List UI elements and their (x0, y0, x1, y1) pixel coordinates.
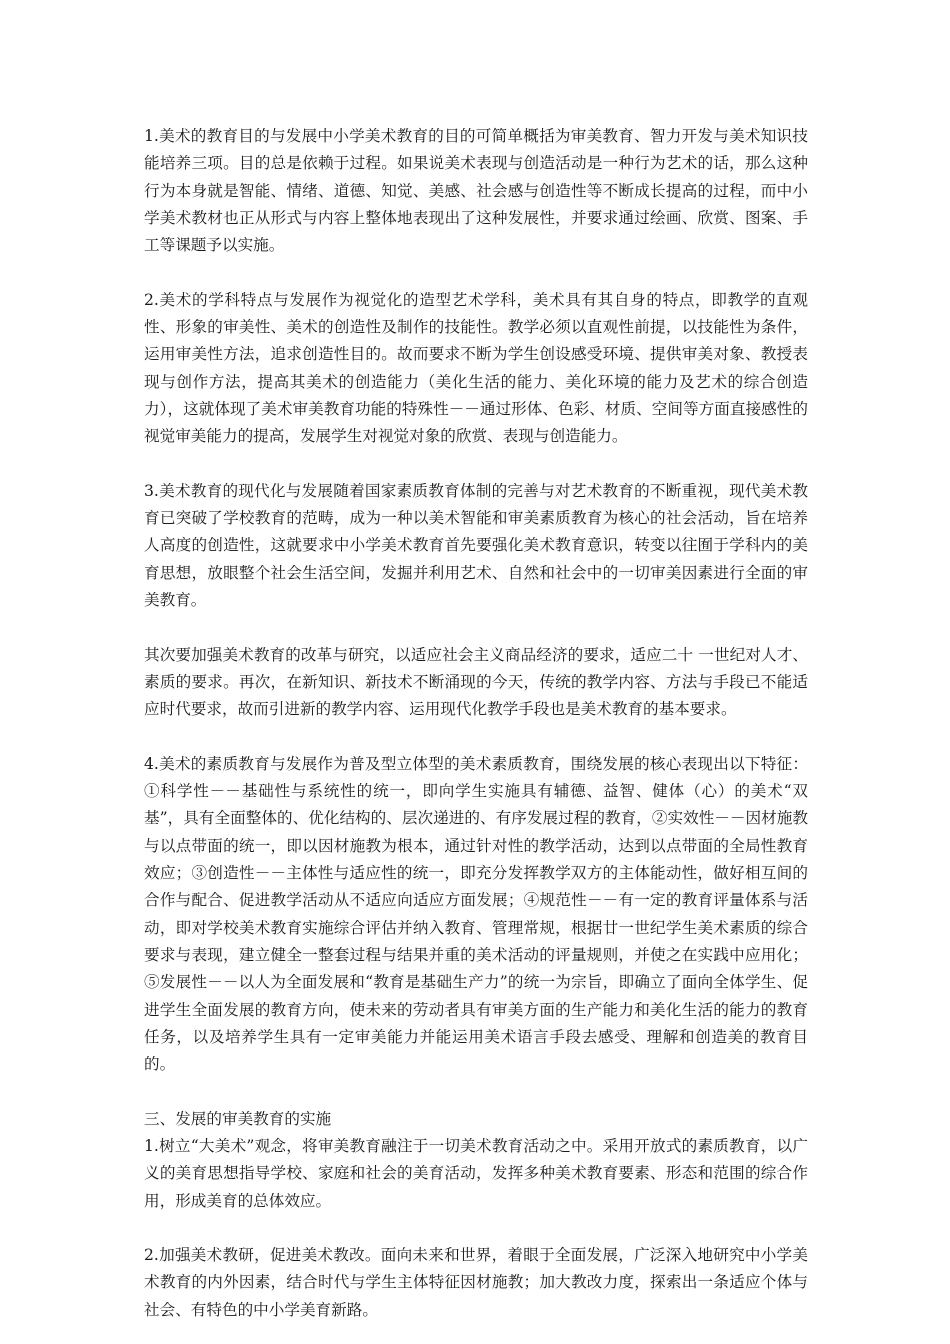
paragraph-art-education-reform: 其次要加强美术教育的改革与研究，以适应社会主义商品经济的要求，适应二十 一世纪对人才、素质的要求。再次，在新知识、新技术不断涌现的今天，传统的教学内容、方法与手段已不能适应时代要求，故而引进新的教学内容、运用现代化教学手段也是美术教育的基本要求。 (144, 645, 808, 719)
paragraph-art-education-modernization: 3.美术教育的现代化与发展随着国家素质教育体制的完善与对艺术教育的不断重视，现代美术教育已突破了学校教育的范畴，成为一种以美术智能和审美素质教育为核心的社会活动，旨在培养人高度的创造性，这就要求中小学美术教育首先要强化美术教育意识，转变以往囿于学科内的美育思想，放眼整个社会生活空间，发掘并利用艺术、自然和社会中的一切审美因素进行全面的审美教育。 (144, 481, 808, 610)
paragraph-art-subject-features: 2.美术的学科特点与发展作为视觉化的造型艺术学科，美术具有其自身的特点，即教学的直观性、形象的审美性、美术的创造性及制作的技能性。教学必须以直观性前提，以技能性为条件，运用审美性方法，追求创造性目的。故而要求不断为学生创设感受环境、提供审美对象、教授表现与创作方法，提高其美术的创造能力（美化生活的能力、美化环境的能力及艺术的综合创造力），这就体现了美术审美教育功能的特殊性－－通过形体、色彩、材质、空间等方面直接感性的视觉审美能力的提高，发展学生对视觉对象的欣赏、表现与创造能力。 (144, 290, 808, 446)
document-page (144, 123, 808, 1324)
section-heading: 三、发展的审美教育的实施 (144, 1109, 332, 1128)
paragraph-art-teaching-research: 2.加强美术教研，促进美术教改。面向未来和世界，着眼于全面发展，广泛深入地研究中小学美术教育的内外因素，结合时代与学生主体特征因材施教；加大教改力度，探索出一条适应个体与社会、有特色的中小学美育新路。 (144, 1246, 808, 1319)
paragraph-art-quality-education: 4.美术的素质教育与发展作为普及型立体型的美术素质教育，围绕发展的核心表现出以下特征：①科学性－－基础性与系统性的统一，即向学生实施具有辅德、益智、健体（心）的美术“双基”，具有全面整体的、优化结构的、层次递进的、有序发展过程的教育，②实效性－－因材施教与以点带面的统一，即以因材施教为根本，通过针对性的教学活动，达到以点带面的全局性教育效应；③创造性－－主体性与适应性的统一，即充分发挥教学双方的主体能动性，做好相互间的合作与配合、促进教学活动从不适应向适应方面发展；④规范性－－有一定的教育评量体系与活动，即对学校美术教育实施综合评估并纳入教育、管理常规，根据廿一世纪学生美术素质的综合要求与表现，建立健全一整套过程与结果并重的美术活动的评量规则，并使之在实践中应用化；⑤发展性－－以人为全面发展和“教育是基础生产力”的统一为宗旨，即确立了面向全体学生、促进学生全面发展的教育方向，使未来的劳动者具有审美方面的生产能力和美化生活的能力的教育任务，以及培养学生具有一定审美能力并能运用美术语言手段去感受、理解和创造美的教育目的。 (144, 754, 808, 1074)
paragraph-big-art-concept: 1.树立“大美术”观念，将审美教育融注于一切美术教育活动之中。采用开放式的素质教育，以广义的美育思想指导学校、家庭和社会的美育活动，发挥多种美术教育要素、形态和范围的综合作用，形成美育的总体效应。 (144, 1136, 808, 1210)
paragraph-art-education-goals: 1.美术的教育目的与发展中小学美术教育的目的可简单概括为审美教育、智力开发与美术知识技能培养三项。目的总是依赖于过程。如果说美术表现与创造活动是一种行为艺术的话，那么这种行为本身就是智能、情绪、道德、知觉、美感、社会感与创造性等不断成长提高的过程，而中小学美术教材也正从形式与内容上整体地表现出了这种发展性，并要求通过绘画、欣赏、图案、手工等课题予以实施。 (144, 127, 808, 255)
